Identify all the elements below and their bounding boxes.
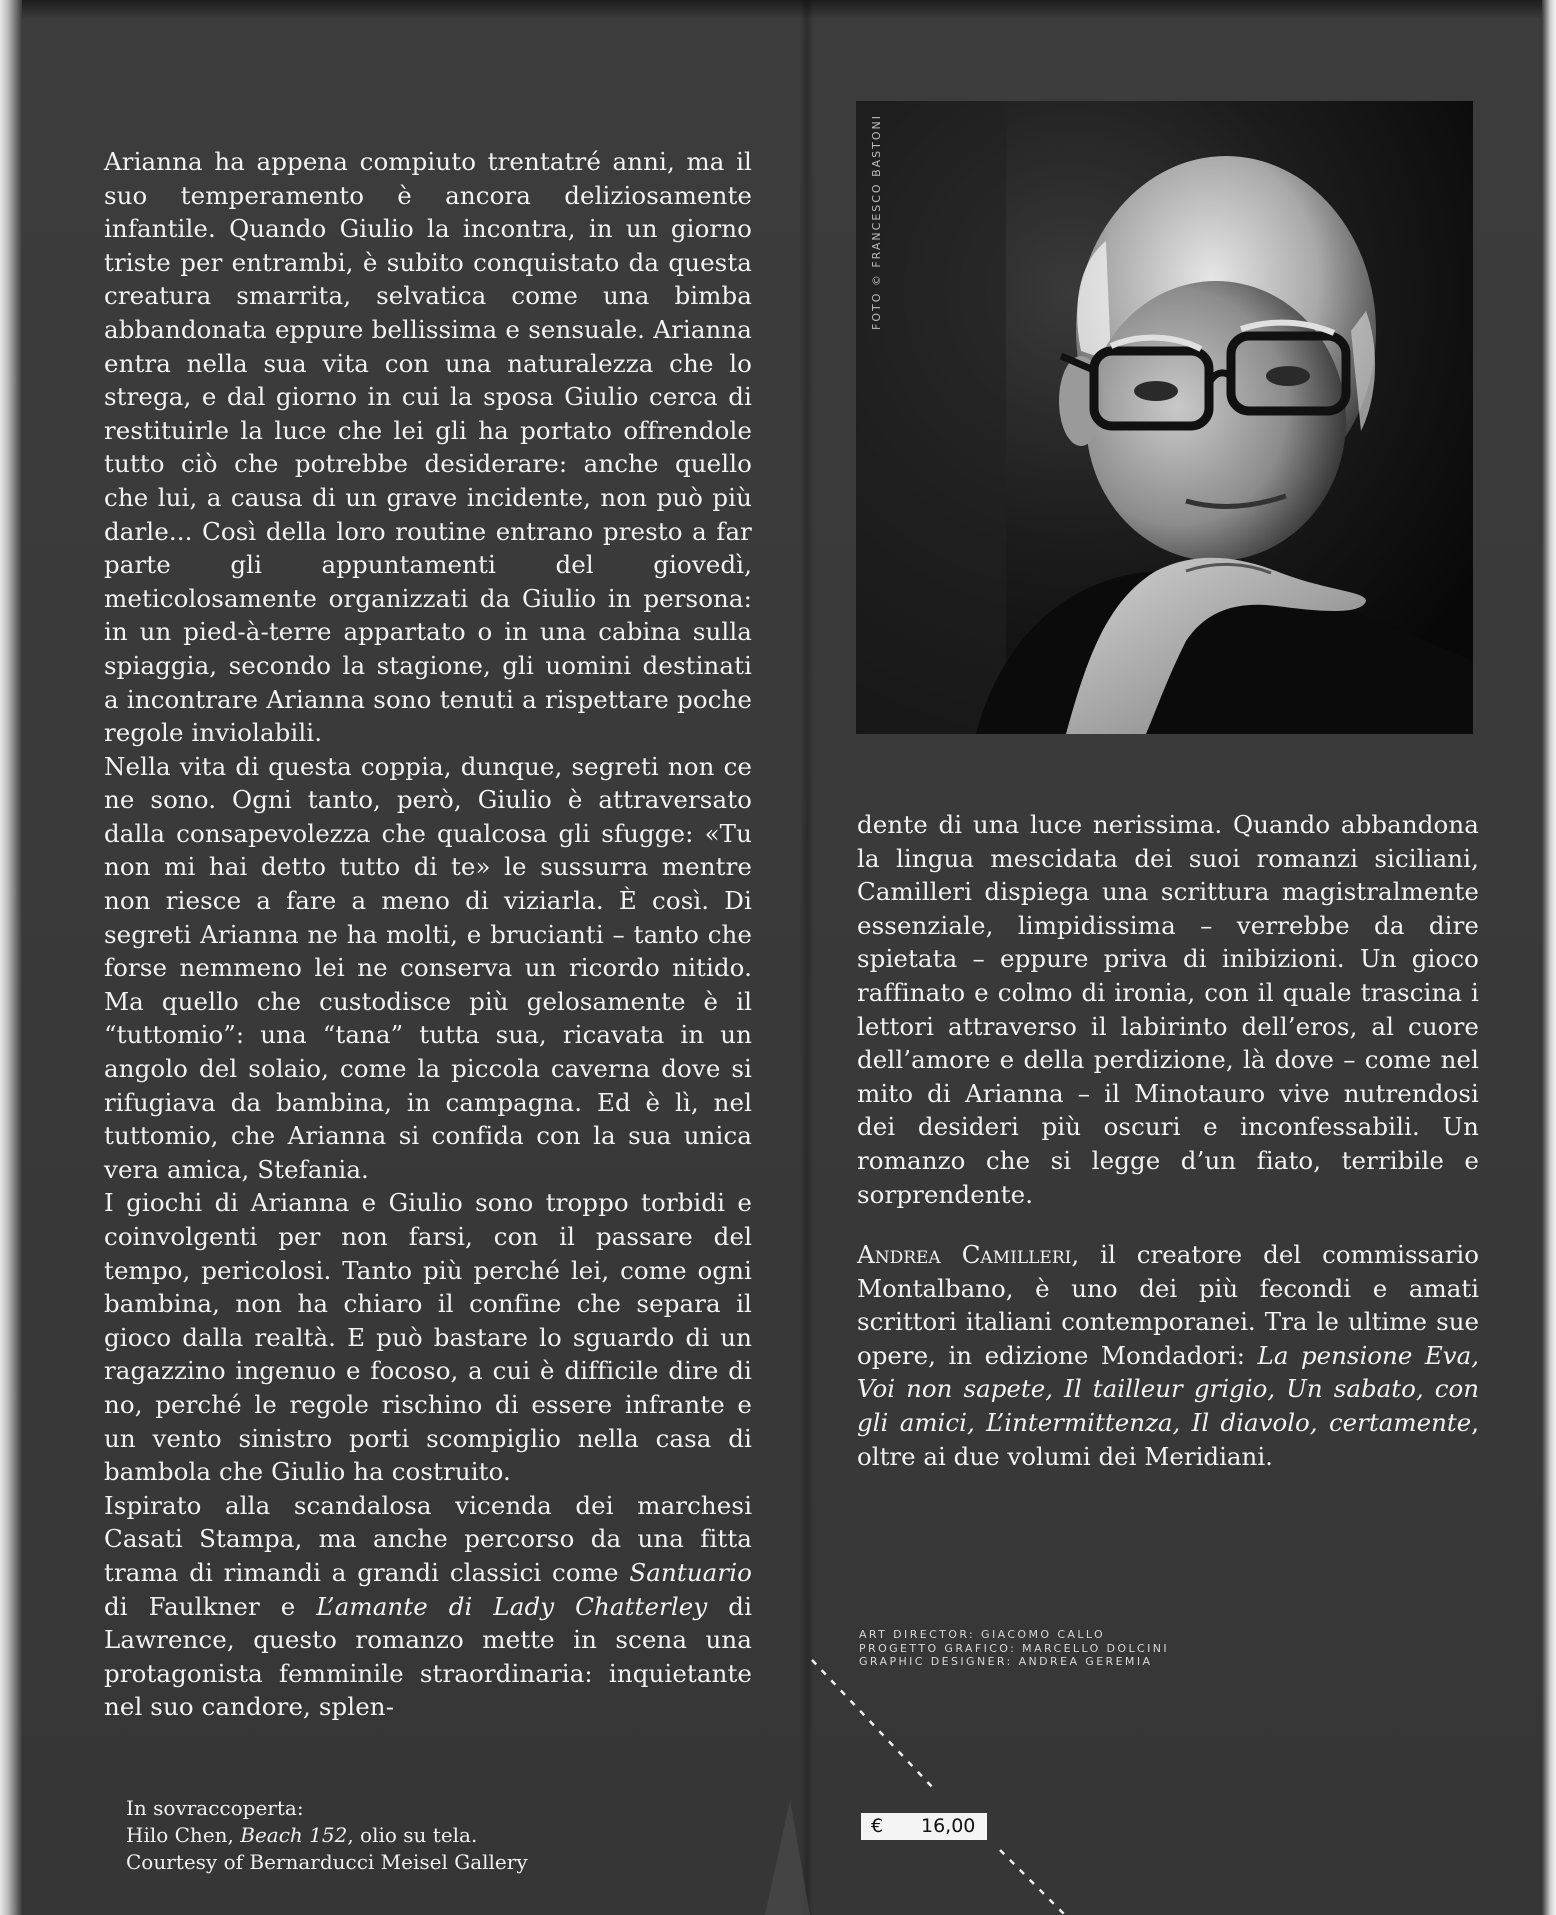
credit-graphic-designer: GRAPHIC DESIGNER: ANDREA GEREMIA (859, 1655, 1153, 1668)
jacket-fold-line (800, 0, 814, 1915)
cover-note-line-1: In sovraccoperta: (126, 1796, 304, 1820)
author-photo (856, 101, 1473, 734)
author-works-list: La pensione Eva, Voi non sapete, Il tailleur grigio, Un sabato, con gli amici, L’intermittenza, Il diavolo, certamente (857, 1340, 1479, 1437)
author-bio (857, 1238, 1479, 1473)
cover-note-line-3: Courtesy of Bernarducci Meisel Gallery (126, 1850, 528, 1874)
synopsis-right-column (857, 808, 1479, 1211)
synopsis-left-column (104, 145, 752, 1724)
scan-edge-right (1542, 0, 1556, 1915)
synopsis-p4-text-2: di Faulkner e (104, 1591, 317, 1621)
cover-art-note (126, 1795, 528, 1876)
cover-artwork-title: Beach 152 (240, 1823, 348, 1847)
synopsis-paragraph-2: Nella vita di questa coppia, dunque, segreti non ce ne sono. Ogni tanto, però, Giulio è attraversato dalla consapevolezza che qualcosa gli sfugge: «Tu non mi hai detto tutto di te» le sussurra mentre non riesce a fare a meno di viziarla. È così. Di segreti Arianna ne ha molti, e brucianti – tanto che forse nemmeno lei ne conserva un ricordo nitido. Ma quello che custodisce più gelosamente è il “tuttomio”: una “tana” tutta sua, ricavata in un angolo del solaio, come la piccola caverna dove si rifugiava da bambina, in campagna. Ed è lì, nel tuttomio, che Arianna si confida con la sua unica vera amica, Stefania. (104, 751, 752, 1184)
cover-artist: Hilo Chen, (126, 1823, 241, 1847)
author-portrait-image (856, 101, 1473, 734)
credit-art-director: ART DIRECTOR: GIACOMO CALLO (859, 1628, 1106, 1641)
synopsis-p4-text-3: di Lawrence, questo romanzo mette in scena una protagonista femminile straordinaria: inquietante nel suo candore, splen- (104, 1591, 753, 1722)
synopsis-paragraph-1: Arianna ha appena compiuto trentatré anni, ma il suo temperamento è ancora deliziosamente infantile. Quando Giulio la incontra, in un giorno triste per entrambi, è subito conquistato da questa creatura smarrita, selvatica come una bimba abbandonata eppure bellissima e sensuale. Arianna entra nella sua vita con una naturalezza che lo strega, e dal giorno in cui la sposa Giulio cerca di restituirle la luce che lei gli ha portato offrendole tutto ciò che potrebbe desiderare: anche quello che lui, a causa di un grave incidente, non può più darle... Così della loro routine entrano presto a far parte gli appuntamenti del giovedì, meticolosamente organizzati da Giulio in persona: in un pied-à-terre appartato o in una cabina sulla spiaggia, secondo la stagione, gli uomini destinati a incontrare Arianna sono tenuti a rispettare poche regole inviolabili. (104, 147, 752, 748)
credit-graphic-project: PROGETTO GRAFICO: MARCELLO DOLCINI (859, 1641, 1169, 1655)
photo-credit: FOTO © FRANCESCO BASTONI (870, 114, 883, 330)
author-bio-text-1: , il creatore del commissario Montalbano, è uno dei più fecondi e amati scrittori italiani contemporanei. Tra le ultime sue opere, in edizione Mondadori: (857, 1240, 1480, 1370)
cover-note-line-2 (126, 1822, 528, 1849)
price-box (861, 1813, 987, 1840)
price-currency: € (871, 1815, 884, 1837)
author-name: Andrea Camilleri (857, 1240, 1072, 1269)
author-bio-text-2: , oltre ai due volumi dei Meridiani. (857, 1407, 1479, 1471)
synopsis-continuation: dente di una luce nerissima. Quando abbandona la lingua mescidata dei suoi romanzi siciliani, Camilleri dispiega una scrittura magistralmente essenziale, limpidissima – verrebbe da dire spietata – eppure priva di inibizioni. Un gioco raffinato e colmo di ironia, con il quale trascina i lettori attraverso il labirinto dell’eros, al cuore dell’amore e della perdizione, là dove – come nel mito di Arianna – il Minotauro vive nutrendosi dei desideri più oscuri e inconfessabili. Un romanzo che si legge d’un fiato, terribile e sorprendente. (857, 810, 1479, 1209)
synopsis-paragraph-3: I giochi di Arianna e Giulio sono troppo torbidi e coinvolgenti per non farsi, con il passare del tempo, pericolosi. Tanto più perché lei, come ogni bambina, non ha chiaro il confine che separa il gioco dalla realtà. E può bastare lo sguardo di un ragazzino ingenuo e focoso, a cui è difficile dire di no, perché le regole rischino di essere infrante e un vento sinistro porti scompiglio nella casa di bambola che Giulio ha costruito. (104, 1188, 752, 1487)
cover-artwork-medium: , olio su tela. (347, 1823, 478, 1847)
price-value: 16,00 (921, 1815, 976, 1837)
synopsis-paragraph-4 (104, 1489, 752, 1724)
synopsis-p4-text-1: Ispirato alla scandalosa vicenda dei marchesi Casati Stampa, ma anche percorso da una fitta trama di rimandi a grandi classici come (104, 1490, 752, 1587)
scan-edge-top (0, 0, 1556, 18)
design-credits (859, 1628, 1169, 1669)
author-bio-paragraph (857, 1238, 1479, 1473)
title-lady-chatterley: L’amante di Lady Chatterley (316, 1591, 708, 1621)
title-santuario: Santuario (629, 1557, 752, 1587)
scan-edge-left (0, 0, 22, 1915)
